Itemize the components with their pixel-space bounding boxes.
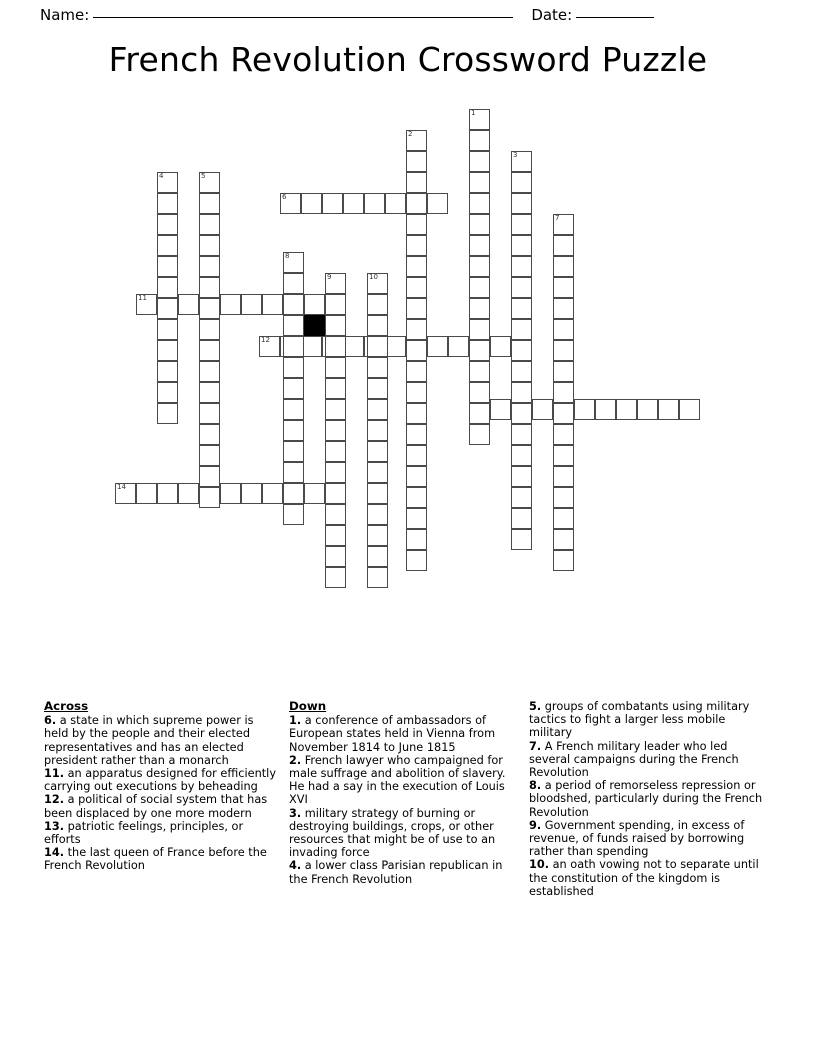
crossword-cell[interactable] [283,420,304,441]
crossword-cell[interactable] [511,445,532,466]
crossword-cell[interactable] [157,277,178,298]
crossword-cell[interactable] [490,399,511,420]
crossword-cell[interactable] [157,340,178,361]
clues-column-across [44,700,289,898]
cell-number-14: 14 [117,483,126,491]
cell-number-12: 12 [261,336,270,344]
clue-number: 10. [529,858,550,872]
crossword-cell[interactable] [511,508,532,529]
clue-across-12 [44,793,277,819]
crossword-cell[interactable] [343,336,364,357]
cell-number-2: 2 [408,130,413,138]
crossword-cell[interactable] [283,336,304,357]
crossword-cell[interactable] [553,424,574,445]
crossword-cell[interactable] [283,483,304,504]
crossword-cell[interactable] [406,193,427,214]
clue-down-9 [529,819,768,859]
crossword-cell[interactable] [157,382,178,403]
crossword-cell[interactable] [469,361,490,382]
crossword-cell[interactable] [115,483,136,504]
crossword-cell[interactable] [511,235,532,256]
crossword-cell[interactable] [406,361,427,382]
clue-number: 3. [289,806,302,820]
crossword-cell[interactable] [469,382,490,403]
clue-down-8 [529,779,768,819]
crossword-cell[interactable] [367,546,388,567]
crossword-cell[interactable] [406,319,427,340]
clue-text: a period of remorseless repression or bloodshed, particularly during the French Revolution [529,779,763,819]
crossword-cell[interactable] [406,445,427,466]
crossword-cell[interactable] [406,403,427,424]
crossword-cell[interactable] [367,420,388,441]
crossword-cell[interactable] [511,466,532,487]
crossword-cell[interactable] [178,294,199,315]
clues-section [44,700,780,898]
clue-across-13 [44,820,277,846]
crossword-cell-blocked [304,315,325,336]
crossword-cell[interactable] [469,319,490,340]
crossword-cell[interactable] [199,277,220,298]
crossword-cell[interactable] [367,567,388,588]
crossword-cell[interactable] [469,151,490,172]
crossword-cell[interactable] [157,298,178,319]
crossword-cell[interactable] [553,298,574,319]
crossword-cell[interactable] [406,298,427,319]
crossword-cell[interactable] [469,256,490,277]
crossword-cell[interactable] [325,399,346,420]
crossword-cell[interactable] [406,466,427,487]
crossword-cell[interactable] [136,294,157,315]
crossword-cell[interactable] [199,235,220,256]
crossword-cell[interactable] [301,193,322,214]
crossword-cell[interactable] [367,294,388,315]
crossword-cell[interactable] [157,319,178,340]
crossword-cell[interactable] [283,378,304,399]
crossword-cell[interactable] [199,445,220,466]
crossword-cell[interactable] [325,273,346,294]
crossword-cell[interactable] [469,340,490,361]
clue-text: an oath vowing not to separate until the constitution of the kingdom is established [529,858,759,898]
crossword-cell[interactable] [178,483,199,504]
crossword-cell[interactable] [553,340,574,361]
crossword-cell[interactable] [283,399,304,420]
crossword-cell[interactable] [553,256,574,277]
crossword-cell[interactable] [283,315,304,336]
cell-number-1: 1 [471,109,476,117]
crossword-cell[interactable] [199,424,220,445]
crossword-cell[interactable] [406,487,427,508]
clue-number: 7. [529,739,542,753]
clue-number: 9. [529,818,542,832]
crossword-cell[interactable] [406,550,427,571]
crossword-cell[interactable] [283,273,304,294]
crossword-cell[interactable] [574,399,595,420]
clue-text: the last queen of France before the French Revolution [44,846,267,873]
across-heading: Across [44,699,89,713]
crossword-cell[interactable] [532,399,553,420]
crossword-cell[interactable] [469,214,490,235]
crossword-cell[interactable] [469,172,490,193]
crossword-cell[interactable] [679,399,700,420]
crossword-cell[interactable] [367,483,388,504]
cell-number-4: 4 [159,172,164,180]
crossword-cell[interactable] [367,462,388,483]
crossword-cell[interactable] [616,399,637,420]
crossword-cell[interactable] [325,336,346,357]
crossword-cell[interactable] [157,403,178,424]
crossword-cell[interactable] [283,357,304,378]
crossword-cell[interactable] [325,420,346,441]
cell-number-3: 3 [513,151,518,159]
crossword-cell[interactable] [157,235,178,256]
crossword-cell[interactable] [406,382,427,403]
crossword-cell[interactable] [406,151,427,172]
down-heading: Down [289,699,327,713]
crossword-cell[interactable] [367,504,388,525]
crossword-cell[interactable] [325,462,346,483]
crossword-cell[interactable] [406,214,427,235]
crossword-cell[interactable] [325,315,346,336]
crossword-cell[interactable] [262,294,283,315]
crossword-cell[interactable] [199,298,220,319]
crossword-cell[interactable] [325,441,346,462]
crossword-cell[interactable] [367,357,388,378]
crossword-cell[interactable] [511,172,532,193]
clue-number: 14. [44,846,65,860]
clue-text: A French military leader who led several campaigns during the French Revolution [529,739,739,780]
crossword-cell[interactable] [511,298,532,319]
crossword-cell[interactable] [469,109,490,130]
crossword-cell[interactable] [511,193,532,214]
crossword-cell[interactable] [469,298,490,319]
clue-across-14 [44,846,277,872]
clues-column-down-first [289,700,529,898]
crossword-cell[interactable] [469,193,490,214]
cell-number-9: 9 [327,273,332,281]
crossword-cell[interactable] [553,487,574,508]
cell-number-10: 10 [369,273,378,281]
cell-number-11: 11 [138,294,147,302]
crossword-cell[interactable] [427,336,448,357]
clue-text: groups of combatants using military tactics to fight a larger less mobile military [529,700,750,740]
crossword-cell[interactable] [301,336,322,357]
crossword-cell[interactable] [364,193,385,214]
crossword-cell[interactable] [157,483,178,504]
crossword-cell[interactable] [199,403,220,424]
crossword-cell[interactable] [406,424,427,445]
clue-text: military strategy of burning or destroying buildings, crops, or other resources that might be of use to an invading force [289,806,496,860]
crossword-cell[interactable] [553,550,574,571]
crossword-cell[interactable] [511,382,532,403]
crossword-cell[interactable] [553,403,574,424]
crossword-cell[interactable] [367,315,388,336]
crossword-cell[interactable] [259,336,280,357]
crossword-cell[interactable] [283,294,304,315]
clue-text: a lower class Parisian republican in the French Revolution [289,859,503,886]
crossword-cell[interactable] [157,214,178,235]
crossword-cell[interactable] [511,256,532,277]
crossword-cell[interactable] [511,214,532,235]
cell-number-5: 5 [201,172,206,180]
clue-down-7 [529,740,768,780]
crossword-cell[interactable] [280,193,301,214]
cell-number-8: 8 [285,252,290,260]
crossword-cell[interactable] [511,403,532,424]
crossword-cell[interactable] [241,294,262,315]
crossword-cell[interactable] [511,277,532,298]
clue-across-11 [44,767,277,793]
crossword-cell[interactable] [367,336,388,357]
date-label: Date: [531,6,573,24]
clue-number: 6. [44,714,57,728]
crossword-cell[interactable] [325,525,346,546]
crossword-cell[interactable] [406,235,427,256]
crossword-cell[interactable] [220,294,241,315]
crossword-cell[interactable] [637,399,658,420]
crossword-cell[interactable] [241,483,262,504]
crossword-cell[interactable] [157,361,178,382]
name-label: Name: [40,6,90,24]
crossword-cell[interactable] [511,487,532,508]
crossword-cell[interactable] [511,151,532,172]
crossword-cell[interactable] [367,378,388,399]
crossword-cell[interactable] [511,319,532,340]
crossword-cell[interactable] [325,504,346,525]
crossword-cell[interactable] [199,487,220,508]
crossword-cell[interactable] [469,130,490,151]
crossword-cell[interactable] [469,235,490,256]
crossword-cell[interactable] [406,130,427,151]
crossword-cell[interactable] [406,340,427,361]
clue-across-6 [44,714,277,767]
crossword-cell[interactable] [304,294,325,315]
crossword-cell[interactable] [199,361,220,382]
crossword-cell[interactable] [283,462,304,483]
crossword-cell[interactable] [553,277,574,298]
crossword-cell[interactable] [199,319,220,340]
clue-text: a state in which supreme power is held by the people and their elected representatives and has an elected president rather than a monarch [44,714,254,767]
clue-text: an apparatus designed for efficiently carrying out executions by beheading [44,767,277,794]
crossword-cell[interactable] [595,399,616,420]
crossword-cell[interactable] [325,483,346,504]
crossword-cell[interactable] [157,256,178,277]
clue-number: 5. [529,700,542,713]
clue-text: French lawyer who campaigned for male suffrage and abolition of slavery. He had a say in the execution of Louis XVI [289,753,506,807]
crossword-cell[interactable] [343,193,364,214]
clue-text: a conference of ambassadors of European states held in Vienna from November 1814 to June 1815 [289,714,496,754]
crossword-cell[interactable] [553,529,574,550]
clue-down-4 [289,859,517,885]
crossword-cell[interactable] [490,336,511,357]
crossword-cell[interactable] [469,403,490,424]
clue-number: 12. [44,793,65,807]
crossword-cell[interactable] [199,382,220,403]
clue-down-10 [529,858,768,898]
cell-number-7: 7 [555,214,560,222]
crossword-cell[interactable] [283,441,304,462]
crossword-cell[interactable] [406,508,427,529]
crossword-cell[interactable] [199,340,220,361]
crossword-cell[interactable] [367,399,388,420]
clue-number: 4. [289,859,302,873]
crossword-cell[interactable] [385,193,406,214]
crossword-cell[interactable] [553,508,574,529]
clue-down-3 [289,807,517,860]
crossword-cell[interactable] [469,424,490,445]
clue-down-5 [529,700,768,740]
crossword-cell[interactable] [406,256,427,277]
clue-text: Government spending, in excess of revenue, of funds raised by borrowing rather than spending [529,818,745,859]
clues-column-down-second [529,700,780,898]
crossword-cell[interactable] [406,172,427,193]
crossword-cell[interactable] [385,336,406,357]
crossword-cell[interactable] [220,483,241,504]
crossword-cell[interactable] [199,256,220,277]
crossword-cell[interactable] [553,466,574,487]
clue-down-2 [289,754,517,807]
crossword-cell[interactable] [511,340,532,361]
crossword-cell[interactable] [199,214,220,235]
crossword-cell[interactable] [199,466,220,487]
crossword-cell[interactable] [553,445,574,466]
crossword-cell[interactable] [406,277,427,298]
cell-number-6: 6 [282,193,287,201]
crossword-cell[interactable] [511,424,532,445]
crossword-cell[interactable] [157,172,178,193]
crossword-cell[interactable] [658,399,679,420]
crossword-cell[interactable] [199,193,220,214]
clue-text: a political of social system that has been displaced by one more modern [44,793,268,820]
crossword-cell[interactable] [304,483,325,504]
crossword-cell[interactable] [553,319,574,340]
page-title: French Revolution Crossword Puzzle [108,40,708,79]
crossword-cell[interactable] [427,193,448,214]
crossword-cell[interactable] [406,529,427,550]
clue-number: 11. [44,767,65,781]
crossword-cell[interactable] [283,252,304,273]
crossword-cell[interactable] [325,546,346,567]
crossword-cell[interactable] [553,235,574,256]
crossword-cell[interactable] [367,273,388,294]
crossword-cell[interactable] [262,483,283,504]
crossword-cell[interactable] [136,483,157,504]
crossword-cell[interactable] [325,294,346,315]
crossword-cell[interactable] [367,525,388,546]
crossword-cell[interactable] [322,193,343,214]
crossword-cell[interactable] [325,567,346,588]
crossword-cell[interactable] [283,504,304,525]
clue-number: 2. [289,753,302,767]
crossword-cell[interactable] [325,357,346,378]
crossword-cell[interactable] [199,172,220,193]
crossword-cell[interactable] [553,382,574,403]
clue-number: 1. [289,714,302,728]
clue-text: patriotic feelings, principles, or efforts [44,819,244,847]
clue-down-1 [289,714,517,754]
crossword-cell[interactable] [553,214,574,235]
clue-number: 13. [44,819,65,833]
crossword-cell[interactable] [469,277,490,298]
crossword-cell[interactable] [325,378,346,399]
crossword-cell[interactable] [553,361,574,382]
crossword-cell[interactable] [511,361,532,382]
crossword-cell[interactable] [511,529,532,550]
crossword-cell[interactable] [157,193,178,214]
crossword-cell[interactable] [367,441,388,462]
crossword-cell[interactable] [448,336,469,357]
clue-number: 8. [529,779,542,793]
